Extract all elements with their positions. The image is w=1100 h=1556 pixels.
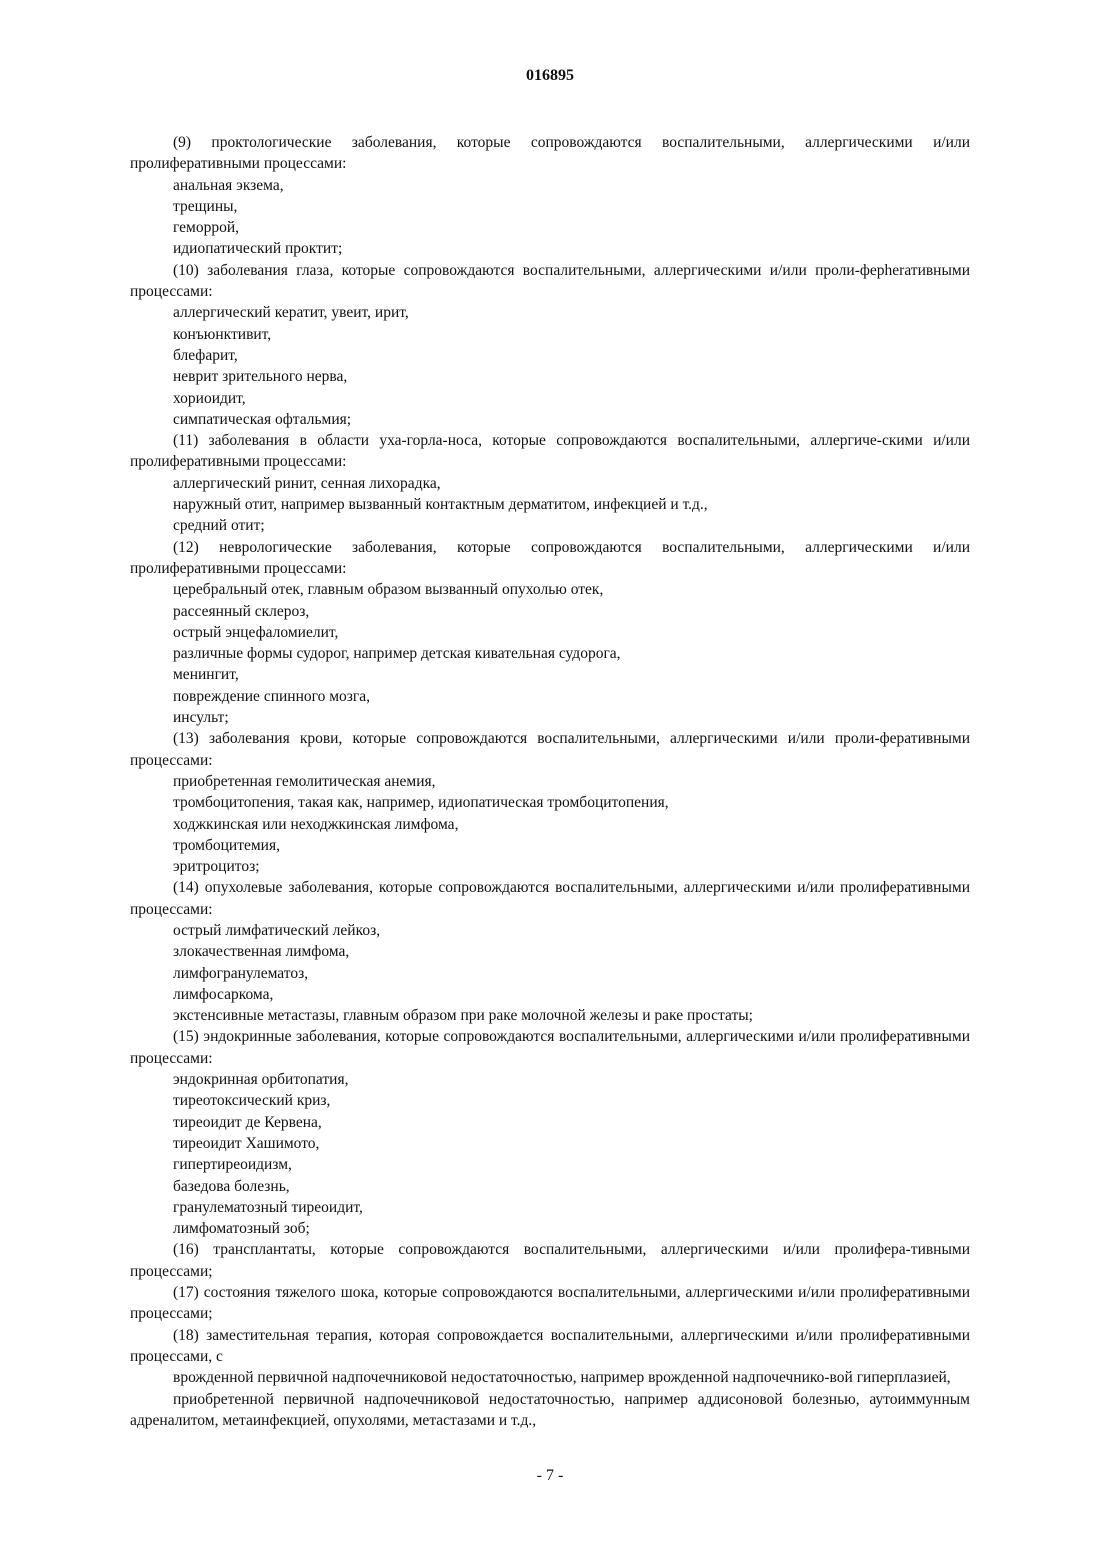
list-item: анальная экзема, (173, 176, 284, 194)
list-item: гипертиреоидизм, (173, 1156, 292, 1174)
paragraph: (14) опухолевые заболевания, которые сопровождаются воспалительными, аллергическими и/или пролиферативными процессами: (130, 879, 970, 918)
list-item: различные формы судорог, например детская кивательная судорога, (173, 645, 621, 663)
list-item: острый энцефаломиелит, (173, 623, 339, 641)
list-item: рассеянный склероз, (173, 602, 310, 620)
list-item: средний отит; (173, 517, 265, 535)
list-item: неврит зрительного нерва, (173, 368, 348, 386)
paragraph: (13) заболевания крови, которые сопровождаются воспалительными, аллергическими и/или проли-феративными процессами: (130, 730, 970, 769)
paragraph: приобретенной первичной надпочечниковой недостаточностью, например аддисоновой болезнью, аутоиммунным адреналитом, метаинфекцией, опухолями, метастазами и т.д., (130, 1390, 970, 1429)
list-item: базедова болезнь, (173, 1177, 290, 1195)
list-item: аллергический кератит, увеит, ирит, (173, 304, 409, 322)
list-item: конъюнктивит, (173, 325, 272, 343)
paragraph: (11) заболевания в области уха-горла-носа, которые сопровождаются воспалительными, аллергиче-скими и/или пролиферативными процессами: (130, 432, 970, 471)
list-item: симпатическая офтальмия; (173, 410, 352, 428)
list-item: острый лимфатический лейкоз, (173, 921, 381, 939)
list-item: тромбоцитопения, такая как, например, идиопатическая тромбоцитопения, (173, 794, 669, 812)
list-item: повреждение спинного мозга, (173, 687, 371, 705)
list-item: церебральный отек, главным образом вызванный опухолью отек, (173, 581, 604, 599)
list-item: тиреоидит Хашимото, (173, 1134, 320, 1152)
page-number: - 7 - (536, 1467, 564, 1484)
list-item: лимфоматозный зоб; (173, 1220, 310, 1238)
list-item: тиреоидит де Кервена, (173, 1113, 322, 1131)
paragraph: (15) эндокринные заболевания, которые сопровождаются воспалительными, аллергическими и/или пролиферативными процессами: (130, 1028, 970, 1067)
list-item: приобретенная гемолитическая анемия, (173, 772, 436, 790)
list-item: идиопатический проктит; (173, 240, 343, 258)
paragraph: (10) заболевания глаза, которые сопровождаются воспалительными, аллергическими и/или проли-ферherативными процессами: (130, 261, 970, 301)
list-item: менингит, (173, 666, 239, 684)
list-item: лимфогранулематоз, (173, 964, 309, 982)
document-number: 016895 (526, 67, 574, 84)
list-item: тиреотоксический криз, (173, 1092, 331, 1110)
list-item: эритроцитоз; (173, 858, 260, 876)
list-item: злокачественная лимфома, (173, 943, 350, 961)
list-item: экстенсивные метастазы, главным образом при раке молочной железы и раке простаты; (173, 1007, 753, 1025)
list-item: инсульт; (173, 709, 229, 727)
list-item: аллергический ринит, сенная лихорадка, (173, 474, 441, 492)
list-item: ходжкинская или неходжкинская лимфома, (173, 815, 459, 833)
list-item: наружный отит, например вызванный контактным дерматитом, инфекцией и т.д., (173, 496, 708, 514)
paragraph: (9) проктологические заболевания, которые сопровождаются воспалительными, аллергическими и/или пролиферативными процессами: (130, 134, 970, 173)
list-item: эндокринная орбитопатия, (173, 1071, 349, 1089)
list-item: хориоидит, (173, 389, 246, 407)
paragraph: врожденной первичной надпочечниковой недостаточностью, например врожденной надпочечнико-вой гиперплазией, (173, 1369, 951, 1387)
paragraph: (18) заместительная терапия, которая сопровождается воспалительными, аллергическими и/или пролиферативными процессами, с (130, 1326, 970, 1365)
document-body (130, 132, 970, 1431)
paragraph: (16) трансплантаты, которые сопровождаются воспалительными, аллергическими и/или пролифера-тивными процессами; (130, 1241, 970, 1280)
list-item: трещины, (173, 197, 238, 215)
list-item: гранулематозный тиреоидит, (173, 1198, 363, 1216)
paragraph: (17) состояния тяжелого шока, которые сопровождаются воспалительными, аллергическими и/или пролиферативными процессами; (130, 1284, 970, 1323)
paragraph: (12) неврологические заболевания, которые сопровождаются воспалительными, аллергическими и/или пролиферативными процессами: (130, 538, 970, 577)
list-item: блефарит, (173, 346, 238, 364)
list-item: лимфосаркома, (173, 985, 274, 1003)
list-item: геморрой, (173, 219, 240, 237)
list-item: тромбоцитемия, (173, 836, 280, 854)
